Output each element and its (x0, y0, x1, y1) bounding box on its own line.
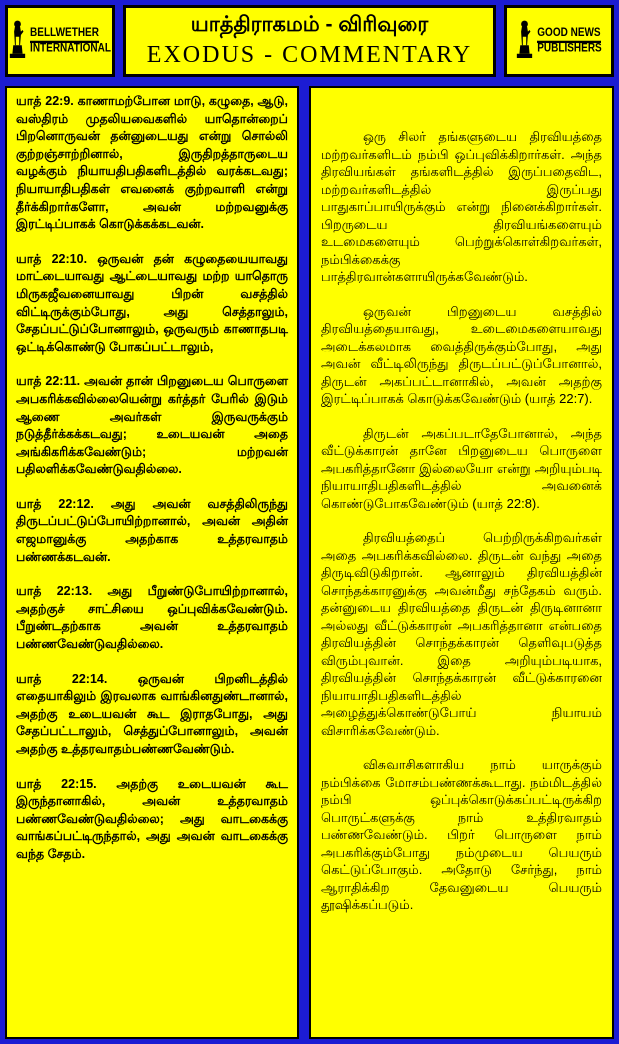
logo-goodnews-line1: GOOD NEWS (537, 27, 600, 43)
commentary-paragraph: ஒரு சிலர் தங்களுடைய திரவியத்தை மற்றவர்களிடம் நம்பி ஒப்புவிக்கிறார்கள். அந்த திரவியங்கள் தங்களிடத்தில் இருப்பதைவிட, மற்றவர்களிடத்தில் இருப்பது பாதுகாப்பாயிருக்கும் என்று நினைக்கிறார்கள். பிறருடைய திரவியங்களையும் உடமைகளையும் பெற்றுக்கொள்கிறவர்கள், நம்பிக்கைக்கு பாத்திரவான்களாயிருக்கவேண்டும். (321, 129, 602, 284)
commentary-paragraph: திருடன் அகப்படாதேபோனால், அந்த வீட்டுக்காரன் தானே பிறனுடைய பொருளை அபகரித்தானோ இல்லையோ என்று அறியும்படி நியாயாதிபதிகளிடத்தில் அவனைக் கொண்டுபோகவேண்டும் (யாத் 22:8). (321, 425, 602, 511)
title-english: EXODUS - COMMENTARY (146, 42, 473, 68)
header (5, 5, 614, 77)
logo-bellwether-international (5, 5, 115, 77)
logo-text (30, 28, 111, 54)
title-tamil: யாத்திராகமம் - விரிவுரை (190, 13, 429, 36)
content-columns (5, 86, 614, 1039)
verse-paragraph-22-10: யாத் 22:10. ஒருவன் தன் கழுதையையாவது மாட்டையாவது ஆட்டையாவது மற்ற யாதொரு மிருகஜீவனையாவது பிறன் வசத்தில் விட்டிருக்கும்போது, அது செத்தாலும், சேதப்பட்டுப்போனாலும், ஒருவரும் காணாதபடி ஒட்டிக்கொண்டு போகப்பட்டாலும், (16, 251, 288, 354)
logo-goodnews-line2: PUBLISHERS (537, 42, 602, 55)
commentary-paragraph: திரவியத்தைப் பெற்றிருக்கிறவர்கள் அதை அபகரிக்கவில்லை. திருடன் வந்து அதை திருடிவிடுகிறான். ஆனாலும் திரவியத்தின் சொந்தக்காரனுக்கு அவன்மீது சந்தேகம் வரும். தன்னுடைய திரவியத்தை திருடன் திருடினானா அல்லது வீட்டுக்காரன் அபகரித்தானா என்பதை திரவியத்தின் சொந்தக்காரன் தெளிவுபடுத்த விரும்புவான். இதை அறியும்படியாக, திரவியத்தின் சொந்தக்காரன் வீட்டுக்காரனை நியாயாதிபதிகளிடத்தில் அழைத்துக்கொண்டுபோய் நியாயம் விசாரிக்கவேண்டும். (321, 530, 602, 738)
logo-bellwether-line1: BELLWETHER (30, 27, 99, 43)
commentary-column (309, 86, 614, 1039)
scripture-column (5, 86, 299, 1039)
verse-paragraph-22-12: யாத் 22:12. அது அவன் வசத்திலிருந்து திருடப்பட்டுப்போயிற்றானால், அவன் அதின் எஜமானுக்கு அதற்காக உத்தரவாதம் பண்ணக்கடவன். (16, 496, 288, 564)
commentary-paragraph: விசுவாசிகளாகிய நாம் யாருக்கும் நம்பிக்கை மோசம்பண்ணக்கூடாது. நம்மிடத்தில் நம்பி ஒப்புக்கொடுக்கப்பட்டிருக்கிற பொருட்களுக்கு நாம் உத்திரவாதம் பண்ணவேண்டும். பிறர் பொருளை நாம் அபகரிக்கும்போது நம்முடைய பெயரும் கெட்டுப்போகும். அதோடு சேர்ந்து, நாம் ஆராதிக்கிற தேவனுடைய பெயரும் தூஷிக்கப்படும். (321, 757, 602, 912)
verse-paragraph-22-15: யாத் 22:15. அதற்கு உடையவன் கூட இருந்தானாகில், அவன் உத்தரவாதம் பண்ணவேண்டுவதில்லை; அது வாடகைக்கு வாங்கப்பட்டிருந்தால், அது அவன் வாடகைக்கு வந்த சேதம். (16, 776, 288, 861)
logo-good-news-publishers (504, 5, 614, 77)
verse-paragraph-22-9: யாத் 22:9. காணாமற்போன மாடு, கழுதை, ஆடு, வஸ்திரம் முதலியவைகளில் யாதொன்றைப் பிறனொருவன் தன்னுடையது என்று சொல்லி குற்றஞ்சாற்றினால், இருதிறத்தாருடைய வழக்கும் நியாயதிபதிகளிடத்தில் வரக்கடவது; நியாயாதிபதிகள் எவனைக் குற்றவாளி என்று தீர்க்கிறார்களோ, அவன் மற்றவனுக்கு இரட்டிப்பாகக் கொடுக்கக்கடவன். (16, 94, 288, 232)
page-title (123, 5, 496, 77)
statue-figure-icon (9, 19, 26, 63)
commentary-paragraph: ஒருவன் பிறனுடைய வசத்தில் திரவியத்தையாவது, உடைமைகளையாவது அடைக்கலமாக வைத்திருக்கும்போது, அது அவன் வீட்டிலிருந்து திருடப்பட்டுப்போனால், திருடன் அகப்பட்டானாகில், அவன் அதற்கு இரட்டிப்பாகக் கொடுக்கவேண்டும் (யாத் 22:7). (321, 303, 602, 406)
logo-text (537, 28, 601, 54)
logo-bellwether-line2: INTERNATIONAL (30, 42, 111, 55)
verse-paragraph-22-11: யாத் 22:11. அவன் தான் பிறனுடைய பொருளை அபகரிக்கவில்லையென்று கர்த்தர் பேரில் இடும் ஆணை அவர்கள் இருவருக்கும் நடுத்தீர்க்கக்கடவது; உடையவன் அதை அங்கிகரிக்கவேண்டும்; மற்றவன் பதிலளிக்கவேண்டுவதில்லை. (16, 374, 288, 477)
verse-paragraph-22-14: யாத் 22:14. ஒருவன் பிறனிடத்தில் எதையாகிலும் இரவலாக வாங்கினதுண்டானால், அதற்கு உடையவன் கூட இராதபோது, அது சேதப்பட்டாலும், செத்துப்போனாலும், அவன் அதற்கு உத்தரவாதம்பண்ணவேண்டும். (16, 671, 288, 756)
verse-paragraph-22-13: யாத் 22:13. அது பீறுண்டுபோயிற்றானால், அதற்குச் சாட்சியை ஒப்புவிக்கவேண்டும். பீறுண்டதற்காக அவன் உத்தரவாதம் பண்ணவேண்டுவதில்லை. (16, 584, 288, 652)
statue-figure-icon (516, 19, 533, 63)
